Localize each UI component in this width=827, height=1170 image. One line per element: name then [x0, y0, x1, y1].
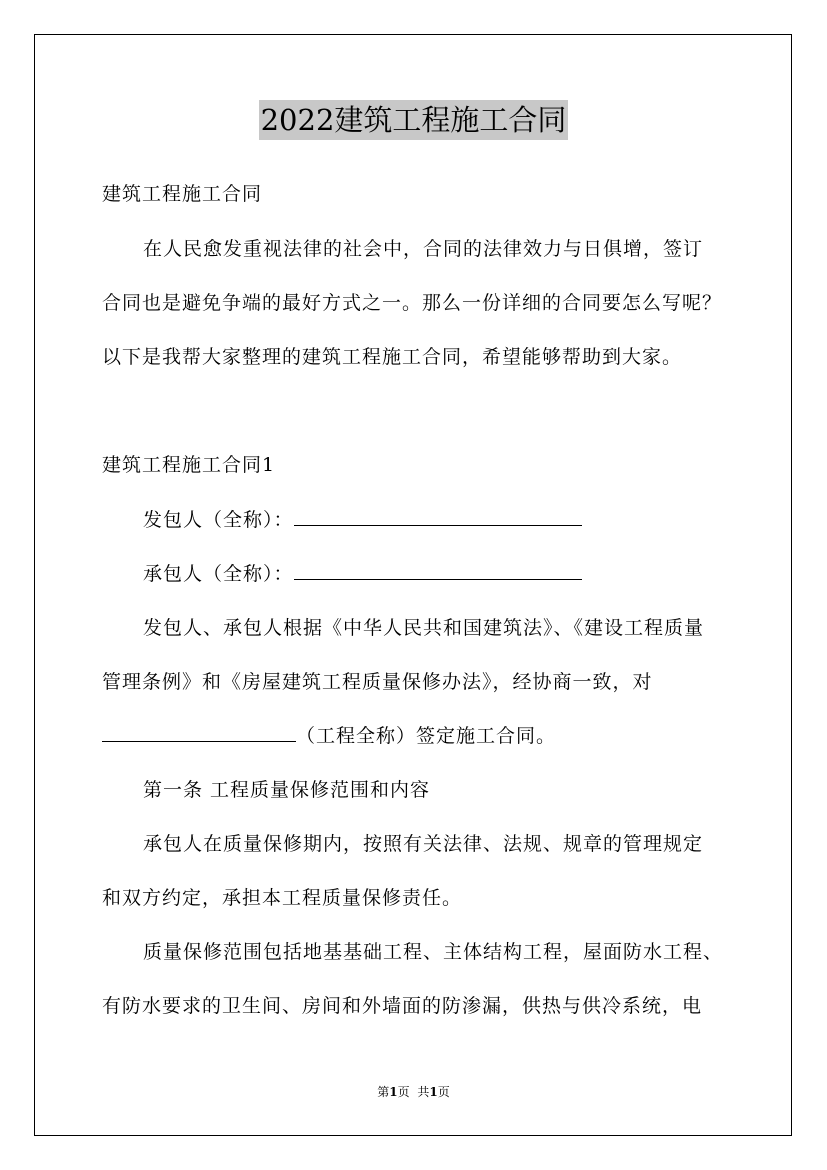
document-title: 2022建筑工程施工合同 [259, 100, 569, 140]
contract-heading: 建筑工程施工合同1 [102, 454, 276, 476]
project-name-blank [102, 725, 296, 742]
title-container [0, 100, 827, 140]
party-a-label: 发包人（全称）： [143, 509, 294, 531]
paragraph-line: 以下是我帮大家整理的建筑工程施工合同，希望能够帮助到大家。 [102, 346, 683, 368]
paragraph-line: 合同也是避免争端的最好方式之一。那么一份详细的合同要怎么写呢？ [102, 292, 723, 314]
party-a-blank [294, 509, 582, 526]
project-name-suffix: （工程全称）签定施工合同。 [296, 725, 557, 747]
page-footer [0, 1084, 827, 1100]
paragraph-line: 发包人、承包人根据《中华人民共和国建筑法》、《建设工程质量 [143, 617, 705, 639]
paragraph-line: 承包人在质量保修期内，按照有关法律、法规、规章的管理规定 [143, 833, 704, 855]
footer-page-prefix: 第 [377, 1085, 390, 1099]
paragraph-line: 和双方约定，承担本工程质量保修责任。 [102, 887, 463, 909]
footer-total-suffix: 页 [437, 1085, 450, 1099]
footer-page-number: 1 [389, 1085, 398, 1099]
article-heading: 第一条 工程质量保修范围和内容 [143, 779, 431, 801]
party-a-line [143, 508, 582, 532]
paragraph-line: 在人民愈发重视法律的社会中，合同的法律效力与日俱增，签订 [143, 238, 704, 260]
party-b-label: 承包人（全称）： [143, 563, 294, 585]
section-heading: 建筑工程施工合同 [102, 183, 263, 205]
project-name-line [102, 724, 556, 748]
paragraph-line: 管理条例》和《房屋建筑工程质量保修办法》，经协商一致，对 [102, 671, 653, 693]
party-b-line [143, 562, 582, 586]
footer-total-number: 1 [429, 1085, 438, 1099]
paragraph-line: 有防水要求的卫生间、房间和外墙面的防渗漏，供热与供冷系统，电 [102, 995, 703, 1017]
footer-total-prefix: 共 [417, 1085, 430, 1099]
party-b-blank [294, 563, 582, 580]
footer-page-suffix: 页 [397, 1085, 410, 1099]
paragraph-line: 质量保修范围包括地基基础工程、主体结构工程，屋面防水工程、 [143, 941, 724, 963]
